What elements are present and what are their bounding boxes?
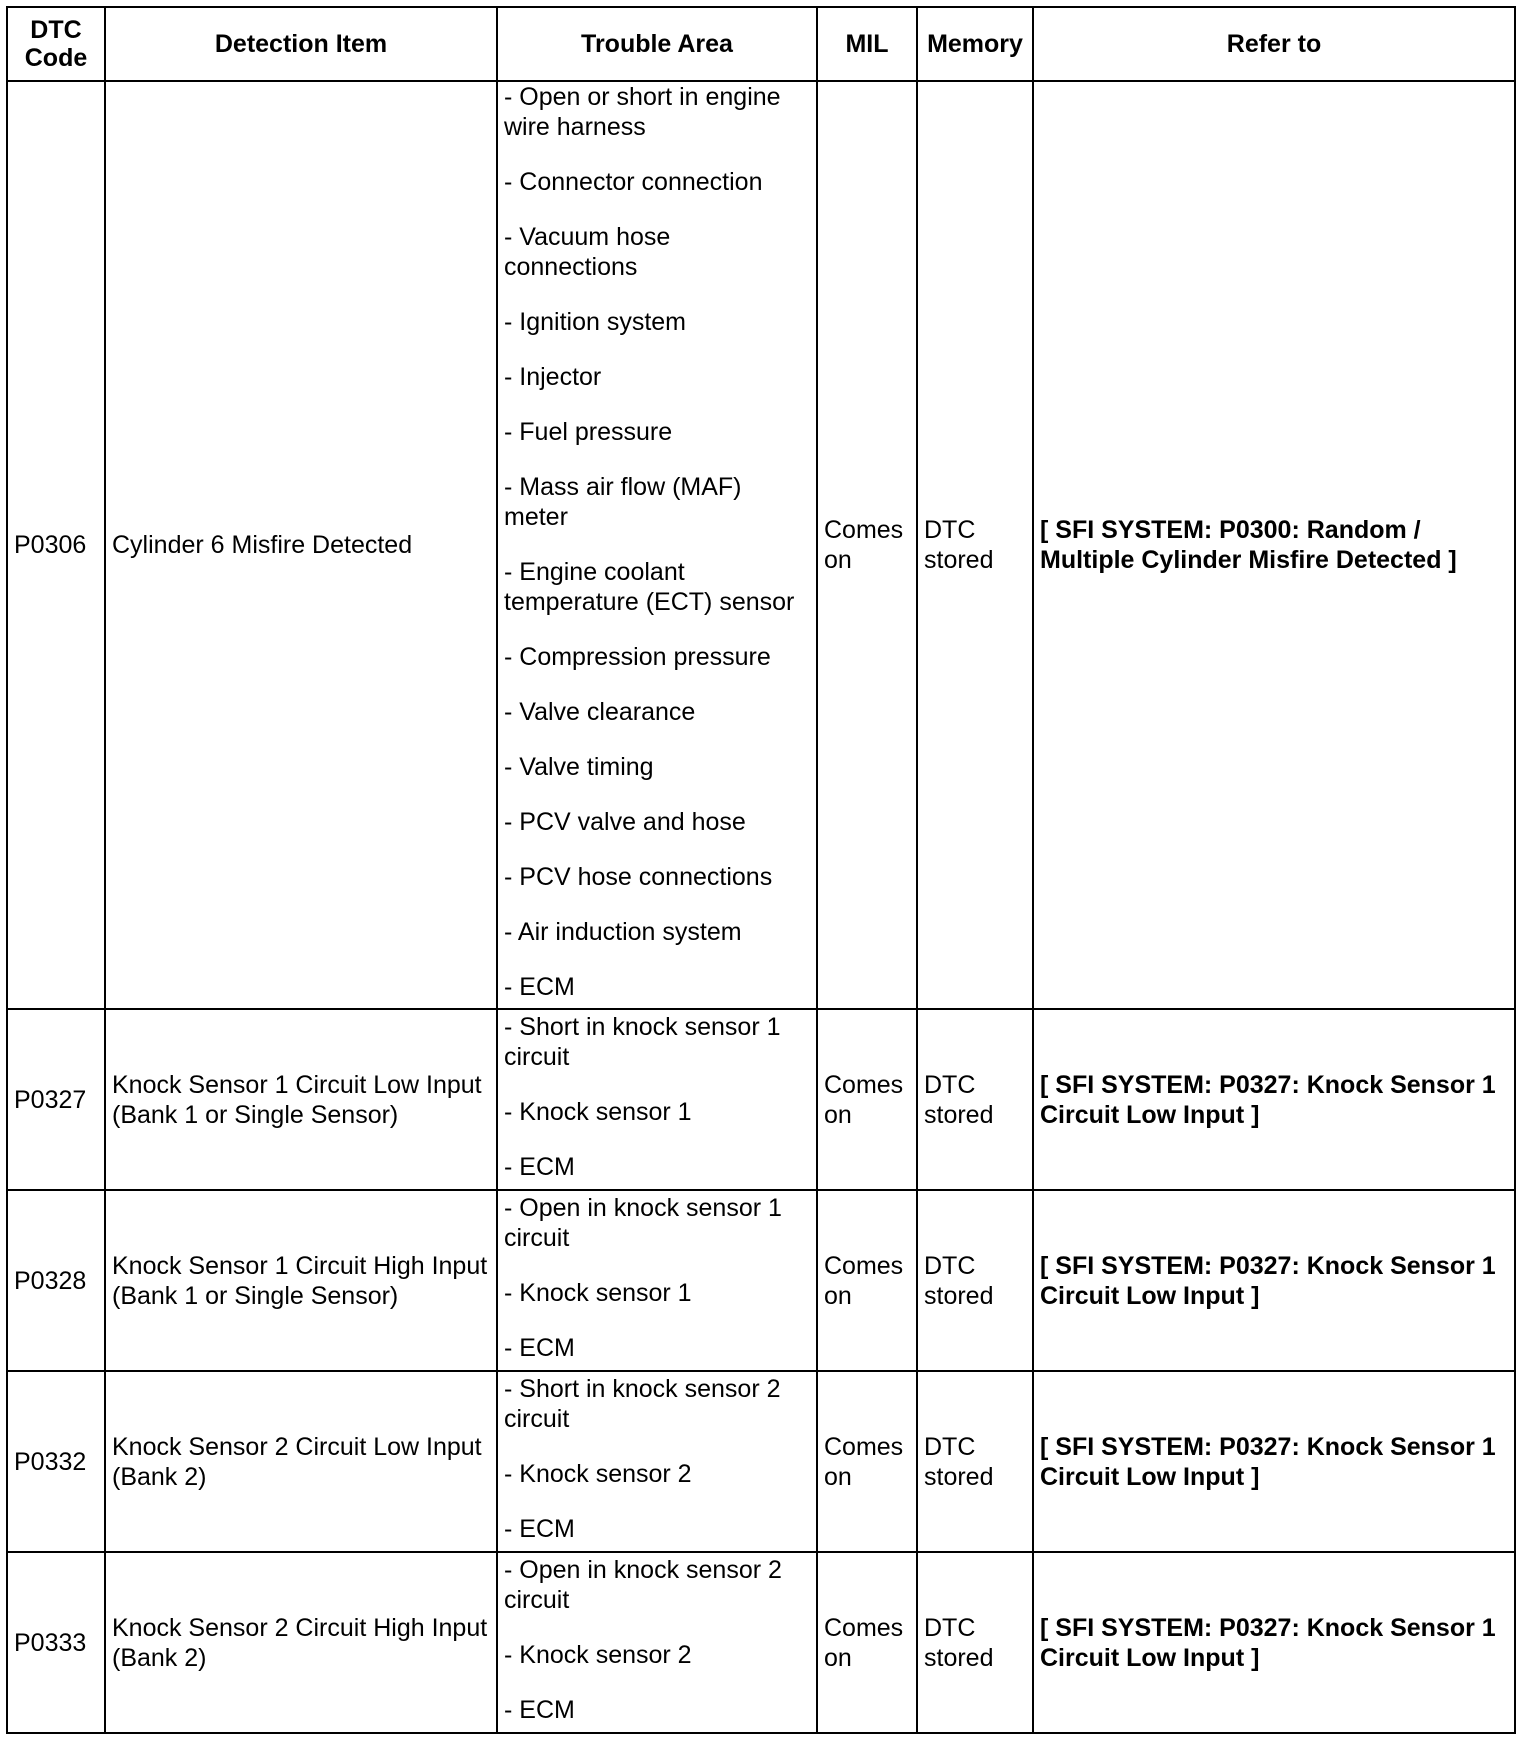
trouble-area-item: - ECM — [504, 1514, 575, 1543]
trouble-area-item: - ECM — [504, 1695, 575, 1724]
trouble-area-cell — [497, 1190, 817, 1371]
trouble-area-item: - ECM — [504, 1152, 575, 1181]
trouble-area-item: - Ignition system — [504, 308, 687, 336]
memory-cell: DTC stored — [917, 1009, 1033, 1190]
memory-cell: DTC stored — [917, 1552, 1033, 1733]
refer-to-link[interactable]: [ SFI SYSTEM: P0327: Knock Sensor 1 Circuit Low Input ] — [1033, 1371, 1515, 1552]
header-detection-item: Detection Item — [105, 7, 497, 81]
refer-to-link[interactable]: [ SFI SYSTEM: P0300: Random / Multiple Cylinder Misfire Detected ] — [1033, 81, 1515, 1009]
detection-item-cell: Knock Sensor 2 Circuit Low Input (Bank 2) — [105, 1371, 497, 1552]
header-trouble-area: Trouble Area — [497, 7, 817, 81]
trouble-area-item: - Knock sensor 2 — [504, 1459, 692, 1488]
dtc-code-cell: P0328 — [7, 1190, 105, 1371]
trouble-area-item: - Short in knock sensor 2 circuit — [504, 1374, 781, 1433]
detection-item-cell: Cylinder 6 Misfire Detected — [105, 81, 497, 1009]
table-row — [7, 1371, 1515, 1552]
refer-to-link[interactable]: [ SFI SYSTEM: P0327: Knock Sensor 1 Circuit Low Input ] — [1033, 1190, 1515, 1371]
header-dtc-code — [7, 7, 105, 81]
header-refer-to: Refer to — [1033, 7, 1515, 81]
trouble-area-cell — [497, 81, 817, 1009]
dtc-code-cell: P0327 — [7, 1009, 105, 1190]
header-row — [7, 7, 1515, 81]
mil-cell: Comes on — [817, 81, 917, 1009]
table-row — [7, 1009, 1515, 1190]
trouble-area-item: - Short in knock sensor 1 circuit — [504, 1012, 781, 1071]
table-row — [7, 1552, 1515, 1733]
trouble-area-item: - Open in knock sensor 1 circuit — [504, 1193, 782, 1252]
trouble-area-cell — [497, 1552, 817, 1733]
trouble-area-item: - Connector connection — [504, 168, 763, 196]
trouble-area-item: - ECM — [504, 1333, 575, 1362]
memory-cell: DTC stored — [917, 1371, 1033, 1552]
table-row — [7, 1190, 1515, 1371]
memory-cell: DTC stored — [917, 1190, 1033, 1371]
trouble-area-item: - Engine coolant temperature (ECT) sensor — [504, 558, 795, 616]
trouble-area-item: - Vacuum hose connections — [504, 223, 671, 281]
trouble-area-item: - Valve clearance — [504, 698, 696, 726]
trouble-area-item: - PCV hose connections — [504, 863, 773, 891]
header-mil: MIL — [817, 7, 917, 81]
refer-to-link[interactable]: [ SFI SYSTEM: P0327: Knock Sensor 1 Circuit Low Input ] — [1033, 1009, 1515, 1190]
trouble-area-item: - Knock sensor 1 — [504, 1278, 692, 1307]
trouble-area-cell — [497, 1371, 817, 1552]
trouble-area-item: - Mass air flow (MAF) meter — [504, 473, 742, 531]
header-memory: Memory — [917, 7, 1033, 81]
trouble-area-item: - Open in knock sensor 2 circuit — [504, 1555, 782, 1614]
trouble-area-item: - Valve timing — [504, 753, 654, 781]
header-dtc-code-line1: DTC — [30, 16, 82, 44]
dtc-code-cell: P0332 — [7, 1371, 105, 1552]
table-row — [7, 81, 1515, 1009]
dtc-code-cell: P0306 — [7, 81, 105, 1009]
trouble-area-item: - Open or short in engine wire harness — [504, 83, 781, 141]
mil-cell: Comes on — [817, 1552, 917, 1733]
detection-item-cell: Knock Sensor 2 Circuit High Input (Bank 2) — [105, 1552, 497, 1733]
trouble-area-item: - Knock sensor 1 — [504, 1097, 692, 1126]
detection-item-cell: Knock Sensor 1 Circuit Low Input (Bank 1 or Single Sensor) — [105, 1009, 497, 1190]
trouble-area-item: - PCV valve and hose — [504, 808, 746, 836]
trouble-area-item: - Knock sensor 2 — [504, 1640, 692, 1669]
header-dtc-code-line2: Code — [24, 44, 88, 72]
trouble-area-item: - Fuel pressure — [504, 418, 673, 446]
refer-to-link[interactable]: [ SFI SYSTEM: P0327: Knock Sensor 1 Circuit Low Input ] — [1033, 1552, 1515, 1733]
mil-cell: Comes on — [817, 1009, 917, 1190]
dtc-code-cell: P0333 — [7, 1552, 105, 1733]
trouble-area-cell — [497, 1009, 817, 1190]
mil-cell: Comes on — [817, 1371, 917, 1552]
trouble-area-item: - Compression pressure — [504, 643, 771, 671]
mil-cell: Comes on — [817, 1190, 917, 1371]
detection-item-cell: Knock Sensor 1 Circuit High Input (Bank 1 or Single Sensor) — [105, 1190, 497, 1371]
trouble-area-item: - Injector — [504, 363, 602, 391]
trouble-area-item: - Air induction system — [504, 918, 742, 946]
trouble-area-item: - ECM — [504, 973, 575, 1001]
dtc-table — [6, 6, 1516, 1734]
memory-cell: DTC stored — [917, 81, 1033, 1009]
